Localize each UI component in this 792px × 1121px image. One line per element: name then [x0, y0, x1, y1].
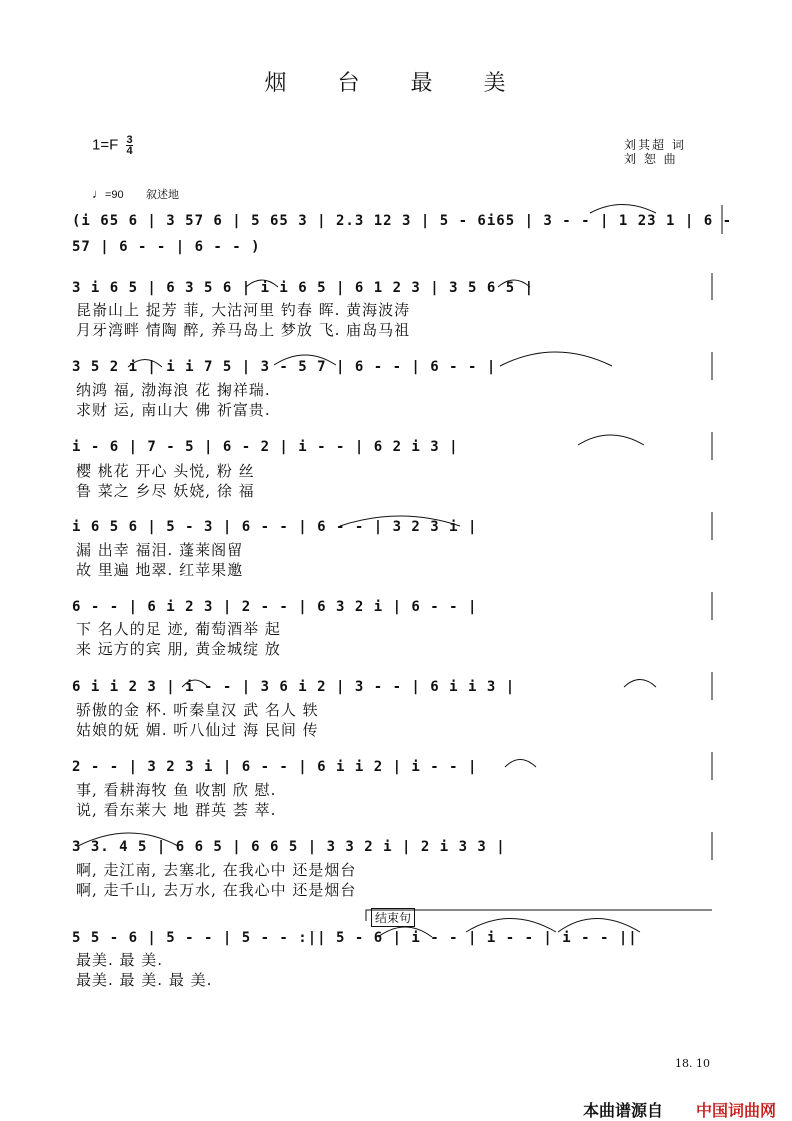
lyricist: 刘其超 词	[624, 138, 686, 152]
intro-notation: (i 65 6 | 3 57 6 | 5 65 3 | 2.3 12 3 | 5 - 6i65 | 3 - - | 1 23 1 | 6 - 57 | 6 - - | 6 - - )	[72, 213, 733, 255]
key-label: 1=F	[92, 136, 119, 154]
page-number: 18. 10	[675, 1057, 710, 1070]
tie-mark	[378, 927, 432, 937]
tempo-value: =90	[105, 189, 124, 201]
lyric-line-9-verse-2: 最美. 最 美. 最 美.	[76, 971, 213, 989]
lyric-line-2-verse-1: 纳鸿 福, 渤海浪 花 掬祥瑞.	[76, 381, 271, 399]
time-signature-bottom: 4	[126, 145, 133, 157]
lyric-line-4-verse-1: 漏 出幸 福泪. 蓬莱阁留	[76, 541, 244, 559]
notation-line-9: 5 5 - 6 | 5 - - | 5 - - :|| 5 - 6 | i - - | i - - | i - - ||	[72, 930, 638, 946]
expression-mark: 叙述地	[146, 189, 179, 201]
time-signature-top: 3	[126, 134, 133, 146]
lyric-line-7-verse-2: 说, 看东莱大 地 群英 荟 萃.	[76, 801, 277, 819]
lyric-line-3-verse-2: 鲁 菜之 乡尽 妖娆, 徐 福	[76, 482, 255, 500]
lyric-line-5-verse-2: 来 远方的宾 朋, 黄金城绽 放	[76, 640, 281, 658]
tie-mark	[246, 280, 278, 287]
notation-line-2: 3 5 2 i | i i 7 5 | 3 - 5 7 | 6 - - | 6 - - |	[72, 359, 497, 375]
tie-mark	[505, 760, 536, 768]
notation-line-4: i 6 5 6 | 5 - 3 | 6 - - | 6 - - | 3 2 3 i |	[72, 519, 478, 535]
notation-line-5: 6 - - | 6 i 2 3 | 2 - - | 6 3 2 i | 6 - - |	[72, 599, 478, 615]
source-label: 本曲谱源自	[583, 1103, 664, 1120]
lyric-line-2-verse-2: 求财 运, 南山大 佛 祈富贵.	[76, 401, 271, 419]
lyric-line-9-verse-1: 最美. 最 美.	[76, 951, 164, 969]
lyric-line-6-verse-2: 姑娘的妩 媚. 听八仙过 海 民间 传	[76, 721, 319, 739]
tie-mark	[466, 919, 556, 933]
lyric-line-1-verse-2: 月牙湾畔 情陶 醉, 养马岛上 梦放 飞. 庙岛马祖	[76, 321, 411, 339]
notation-line-1: 3 i 6 5 | 6 3 5 6 | i i 6 5 | 6 1 2 3 | 3 5 6 5 |	[72, 280, 535, 296]
ending-phrase-label: 结束句	[371, 908, 415, 927]
notation-line-7: 2 - - | 3 2 3 i | 6 - - | 6 i i 2 | i - - |	[72, 759, 478, 775]
lyric-line-3-verse-1: 樱 桃花 开心 头悦, 粉 丝	[76, 462, 255, 480]
tie-mark	[498, 280, 530, 287]
lyric-line-7-verse-1: 事, 看耕海牧 鱼 收割 欣 慰.	[76, 781, 277, 799]
lyric-line-5-verse-1: 下 名人的足 迹, 葡萄酒举 起	[76, 620, 281, 638]
lyric-line-6-verse-1: 骄傲的金 杯. 听秦皇汉 武 名人 轶	[76, 701, 319, 719]
notation-line-3: i - 6 | 7 - 5 | 6 - 2 | i - - | 6 2 i 3 |	[72, 439, 459, 455]
tie-mark	[128, 360, 162, 368]
tie-mark	[78, 833, 178, 846]
source-site-watermark: 中国词曲网	[696, 1103, 777, 1120]
lyric-line-4-verse-2: 故 里遍 地翠. 红苹果邀	[76, 561, 244, 579]
tie-mark	[340, 516, 460, 526]
tie-mark	[590, 205, 656, 214]
song-title: 烟 台 最 美	[264, 71, 528, 96]
tie-mark	[624, 680, 656, 688]
tie-mark	[182, 680, 208, 687]
lyric-line-1-verse-1: 昆嵛山上 捉芳 菲, 大沽河里 钓春 晖. 黄海波涛	[76, 301, 411, 319]
notation-line-8: 3 3. 4 5 | 6 6 5 | 6 6 5 | 3 3 2 i | 2 i 3 3 |	[72, 839, 506, 855]
tie-mark	[500, 352, 612, 366]
tie-mark	[274, 355, 336, 365]
notation-line-6: 6 i i 2 3 | i - - | 3 6 i 2 | 3 - - | 6 i i 3 |	[72, 679, 516, 695]
lyric-line-8-verse-2: 啊, 走千山, 去万水, 在我心中 还是烟台	[76, 881, 357, 899]
tie-mark	[578, 435, 644, 445]
ending-bracket	[366, 910, 712, 921]
lyric-line-8-verse-1: 啊, 走江南, 去塞北, 在我心中 还是烟台	[76, 861, 357, 879]
tie-mark	[558, 919, 640, 933]
quarter-note-icon: ♩	[92, 186, 105, 201]
composer: 刘 恕 曲	[624, 152, 678, 166]
